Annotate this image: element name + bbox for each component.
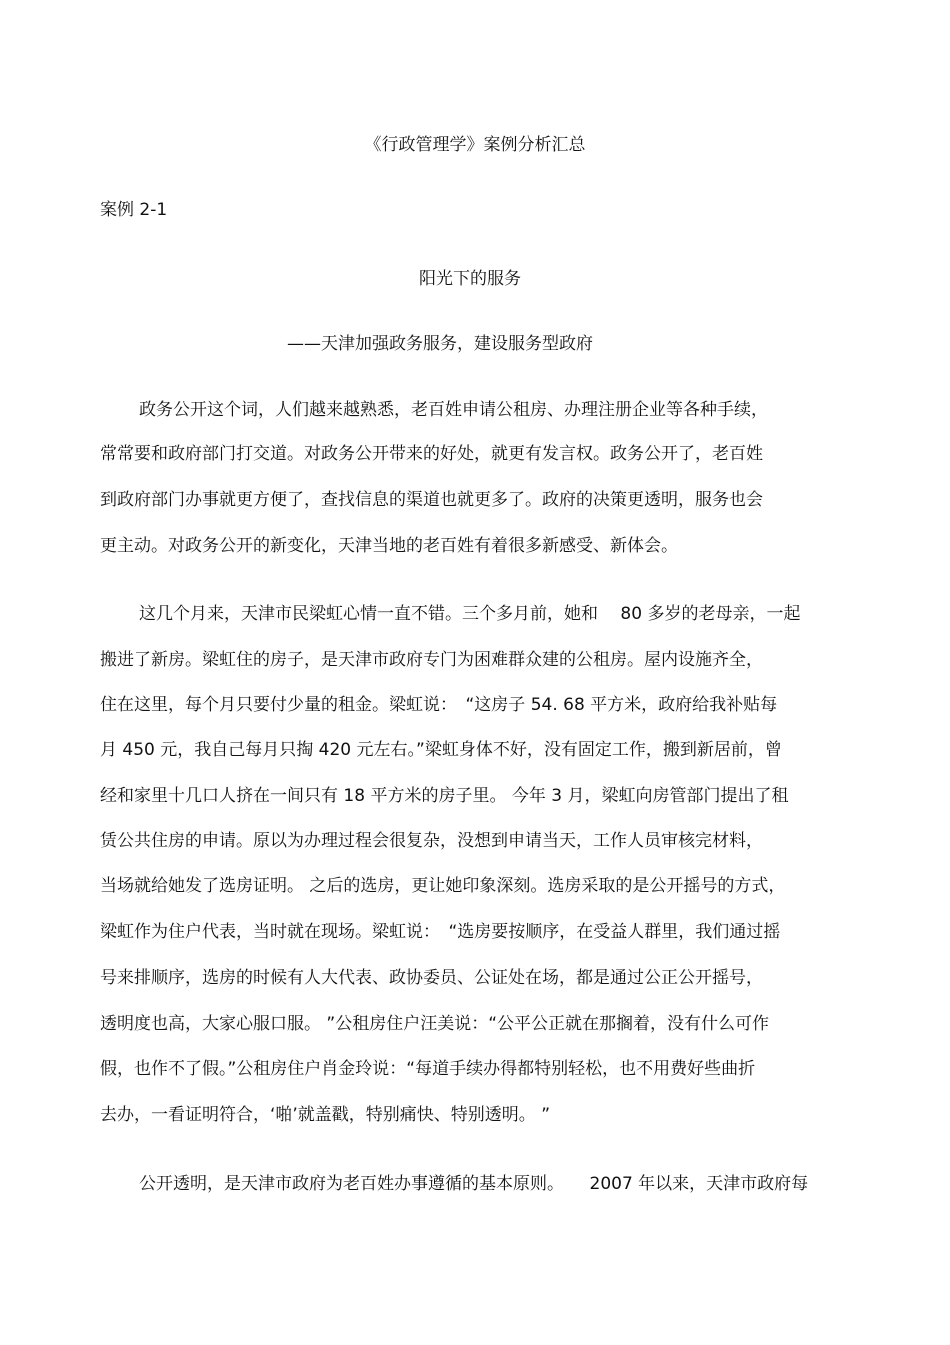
paragraph-line: 当场就给她发了选房证明。 之后的选房，更让她印象深刻。选房采取的是公开摇号的方式， bbox=[100, 876, 786, 896]
paragraph-line: 月 450 元，我自己每月只掏 420 元左右。”梁虹身体不好，没有固定工作，搬到新居前，曾 bbox=[100, 740, 782, 760]
document-title: 《行政管理学》案例分析汇总 bbox=[364, 135, 586, 155]
case-label: 案例 2-1 bbox=[100, 200, 168, 220]
paragraph-line: 这几个月来，天津市民梁虹心情一直不错。三个多月前，她和 80 多岁的老母亲，一起 bbox=[139, 604, 801, 624]
paragraph-line: 号来排顺序，选房的时候有人大代表、政协委员、公证处在场，都是通过公正公开摇号， bbox=[100, 968, 763, 988]
paragraph-line: 政务公开这个词，人们越来越熟悉，老百姓申请公租房、办理注册企业等各种手续， bbox=[139, 400, 768, 420]
paragraph-line: 经和家里十几口人挤在一间只有 18 平方米的房子里。 今年 3 月，梁虹向房管部门提出了租 bbox=[100, 786, 789, 806]
paragraph-line: 常常要和政府部门打交道。对政务公开带来的好处，就更有发言权。政务公开了，老百姓 bbox=[100, 444, 763, 464]
paragraph-line: 公开透明，是天津市政府为老百姓办事遵循的基本原则。 2007 年以来，天津市政府每 bbox=[139, 1174, 809, 1194]
paragraph-line: 假，也作不了假。”公租房住户肖金玲说：“每道手续办得都特别轻松，也不用费好些曲折 bbox=[100, 1059, 756, 1079]
paragraph-line: 梁虹作为住户代表，当时就在现场。梁虹说： “选房要按顺序，在受益人群里，我们通过摇 bbox=[100, 922, 781, 942]
paragraph-line: 搬进了新房。梁虹住的房子，是天津市政府专门为困难群众建的公租房。屋内设施齐全， bbox=[100, 650, 763, 670]
paragraph-line: 透明度也高，大家心服口服。 ”公租房住户汪美说：“公平公正就在那搁着，没有什么可作 bbox=[100, 1014, 770, 1034]
paragraph-line: 赁公共住房的申请。原以为办理过程会很复杂，没想到申请当天，工作人员审核完材料， bbox=[100, 831, 763, 851]
case-subtitle: ——天津加强政务服务，建设服务型政府 bbox=[287, 334, 593, 354]
paragraph-line: 去办，一看证明符合，‘啪’就盖戳，特别痛快、特别透明。 ” bbox=[100, 1105, 551, 1125]
case-title: 阳光下的服务 bbox=[419, 269, 521, 289]
paragraph-line: 更主动。对政务公开的新变化，天津当地的老百姓有着很多新感受、新体会。 bbox=[100, 536, 678, 556]
paragraph-line: 到政府部门办事就更方便了，查找信息的渠道也就更多了。政府的决策更透明，服务也会 bbox=[100, 490, 763, 510]
paragraph-line: 住在这里，每个月只要付少量的租金。梁虹说： “这房子 54. 68 平方米，政府给我补贴每 bbox=[100, 695, 778, 715]
